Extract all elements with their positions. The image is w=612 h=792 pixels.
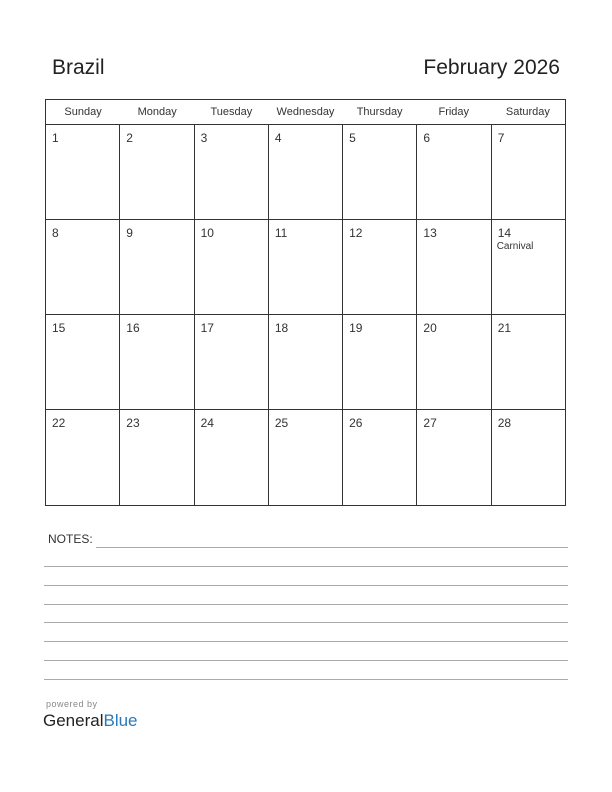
day-cell [492,125,565,219]
day-number: 4 [274,131,282,145]
day-cell [195,410,269,506]
day-cell [492,220,565,314]
day-cell [120,315,194,409]
week-row [46,410,565,506]
day-cell [195,220,269,314]
day-cell [417,315,491,409]
day-cell [343,220,417,314]
day-cell [46,125,120,219]
day-number: 7 [497,131,505,145]
day-number: 5 [349,131,356,145]
day-number: 13 [423,226,437,240]
brand-blue: Blue [103,711,138,730]
brand-logo [43,711,138,731]
day-number: 17 [200,321,214,335]
day-number: 28 [497,416,512,430]
day-cell [120,220,194,314]
week-row [46,315,565,410]
weekday-header: Monday [137,106,177,118]
day-cell [269,125,343,219]
note-line [96,547,568,548]
note-line [44,604,568,605]
week-row [46,125,565,220]
day-cell [343,410,417,506]
week-row [46,220,565,315]
weekday-header: Thursday [356,106,403,118]
day-number: 23 [126,416,140,430]
day-cell [417,125,491,219]
note-line [44,660,568,661]
day-cell [343,315,417,409]
day-number: 2 [126,131,133,145]
weekday-header-row [46,100,565,125]
weekday-header: Saturday [505,106,550,118]
calendar-grid [45,99,566,506]
day-number: 21 [497,321,512,335]
day-number: 24 [200,416,214,430]
day-cell [343,125,417,219]
powered-by-text: powered by [46,699,98,709]
note-line [44,622,568,623]
day-cell [120,410,194,506]
day-cell [195,125,269,219]
weekday-header: Tuesday [210,106,253,118]
note-line [44,641,568,642]
day-cell [120,125,194,219]
note-line [44,679,568,680]
day-number: 26 [349,416,363,430]
weekday-header: Sunday [64,106,102,118]
day-number: 22 [52,416,66,430]
day-number: 18 [274,321,289,335]
day-number: 9 [126,226,133,240]
day-number: 6 [423,131,431,145]
day-cell [46,315,120,409]
day-cell [492,410,565,506]
day-number: 8 [52,226,59,240]
day-cell [46,410,120,506]
note-line [44,566,568,567]
day-cell [269,220,343,314]
day-cell [492,315,565,409]
day-number: 20 [423,321,437,335]
day-number: 15 [52,321,66,335]
note-line [44,585,568,586]
brand-general: General [43,711,104,730]
weekday-header: Friday [438,106,470,118]
day-number: 14 [497,226,512,240]
day-cell [269,315,343,409]
day-number: 3 [200,131,208,145]
holiday-label: Carnival [496,241,534,252]
day-cell [269,410,343,506]
country-title: Brazil [52,56,105,79]
day-cell [46,220,120,314]
day-number: 10 [200,226,214,240]
day-number: 25 [274,416,289,430]
notes-label: NOTES: [48,532,93,546]
day-number: 16 [126,321,140,335]
day-number: 1 [52,131,59,145]
day-cell [417,220,491,314]
weekday-header: Wednesday [276,106,335,118]
day-number: 19 [349,321,363,335]
day-number: 11 [274,226,288,240]
day-cell [195,315,269,409]
day-number: 27 [423,416,437,430]
month-title: February 2026 [423,56,560,79]
day-number: 12 [349,226,363,240]
day-cell [417,410,491,506]
